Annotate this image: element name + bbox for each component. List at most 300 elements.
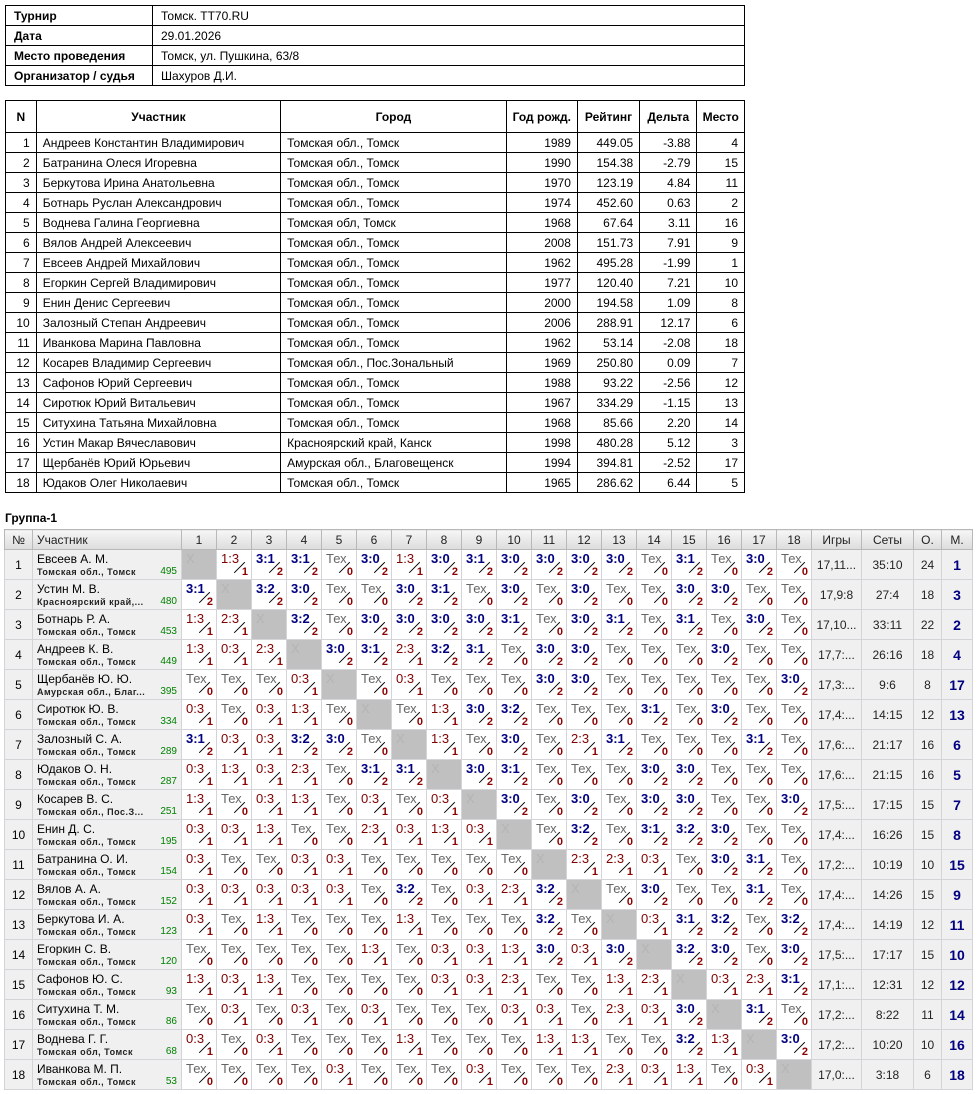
match-cell[interactable]: Тех 0: [637, 670, 672, 699]
match-cell[interactable]: 3:0 2: [357, 550, 392, 579]
match-cell[interactable]: 1:3 1: [287, 700, 322, 729]
match-cell[interactable]: 3:0 2: [462, 700, 497, 729]
match-cell[interactable]: 0:3 1: [392, 670, 427, 699]
match-cell[interactable]: 3:0 2: [742, 550, 777, 579]
match-cell[interactable]: Тех 0: [672, 880, 707, 909]
match-cell[interactable]: 3:2 2: [777, 910, 811, 939]
match-cell[interactable]: 3:1 2: [742, 850, 777, 879]
match-cell[interactable]: 3:0 2: [532, 640, 567, 669]
match-cell[interactable]: Тех 0: [392, 700, 427, 729]
match-cell[interactable]: Тех 0: [217, 1060, 252, 1089]
match-cell[interactable]: 2:3 1: [567, 730, 602, 759]
match-cell[interactable]: 2:3 1: [742, 970, 777, 999]
match-cell[interactable]: Тех 0: [532, 970, 567, 999]
match-cell[interactable]: Тех 0: [742, 760, 777, 789]
match-cell[interactable]: 0:3 1: [322, 1060, 357, 1089]
match-cell[interactable]: Тех 0: [182, 1000, 217, 1029]
match-cell[interactable]: 0:3 1: [637, 1060, 672, 1089]
match-cell[interactable]: 3:0 2: [357, 610, 392, 639]
match-cell[interactable]: 0:3 1: [182, 910, 217, 939]
match-cell[interactable]: Тех 0: [357, 970, 392, 999]
match-cell[interactable]: 3:0 2: [567, 640, 602, 669]
match-cell[interactable]: 2:3 1: [392, 640, 427, 669]
match-cell[interactable]: Тех 0: [567, 1000, 602, 1029]
match-cell[interactable]: Тех 0: [602, 790, 637, 819]
match-cell[interactable]: Тех 0: [602, 820, 637, 849]
match-cell[interactable]: 3:0 2: [707, 940, 742, 969]
match-cell[interactable]: 2:3 1: [637, 970, 672, 999]
match-cell[interactable]: 3:1 2: [602, 730, 637, 759]
column-header[interactable]: Город: [281, 101, 507, 133]
match-cell[interactable]: 3:1 2: [427, 580, 462, 609]
match-cell[interactable]: 3:0 2: [462, 760, 497, 789]
match-cell[interactable]: Тех 0: [357, 1030, 392, 1059]
match-cell[interactable]: 3:0 2: [392, 610, 427, 639]
player-cell[interactable]: [33, 850, 182, 880]
match-cell[interactable]: Тех 0: [252, 1060, 287, 1089]
match-cell[interactable]: Тех 0: [217, 790, 252, 819]
match-cell[interactable]: 1:3 1: [602, 970, 637, 999]
match-cell[interactable]: Тех 0: [182, 670, 217, 699]
match-cell[interactable]: Тех 0: [742, 940, 777, 969]
player-cell[interactable]: [33, 640, 182, 670]
match-cell[interactable]: 3:0 2: [742, 610, 777, 639]
match-cell[interactable]: Тех 0: [532, 730, 567, 759]
player-cell[interactable]: [33, 910, 182, 940]
player-cell[interactable]: [33, 1030, 182, 1060]
match-cell[interactable]: Тех 0: [357, 670, 392, 699]
match-cell[interactable]: 0:3 1: [287, 670, 322, 699]
match-cell[interactable]: 0:3 1: [427, 790, 462, 819]
match-cell[interactable]: Тех 0: [217, 670, 252, 699]
match-cell[interactable]: 3:1 2: [672, 910, 707, 939]
match-cell[interactable]: Тех 0: [707, 1060, 742, 1089]
match-cell[interactable]: 0:3 1: [287, 850, 322, 879]
match-cell[interactable]: 3:1 2: [497, 610, 532, 639]
col-opponent[interactable]: 12: [567, 530, 602, 550]
match-cell[interactable]: Тех 0: [742, 700, 777, 729]
match-cell[interactable]: 3:0 2: [567, 670, 602, 699]
col-place[interactable]: М.: [942, 530, 973, 550]
player-cell[interactable]: [33, 580, 182, 610]
col-sets[interactable]: Сеты: [862, 530, 914, 550]
player-cell[interactable]: [33, 610, 182, 640]
match-cell[interactable]: Тех 0: [532, 610, 567, 639]
match-cell[interactable]: 3:0 2: [322, 640, 357, 669]
column-header[interactable]: Участник: [36, 101, 280, 133]
match-cell[interactable]: Тех 0: [287, 940, 322, 969]
player-cell[interactable]: [33, 880, 182, 910]
match-cell[interactable]: Тех 0: [532, 820, 567, 849]
match-cell[interactable]: Тех 0: [567, 970, 602, 999]
match-cell[interactable]: Тех 0: [777, 580, 811, 609]
col-num[interactable]: №: [5, 530, 33, 550]
match-cell[interactable]: Тех 0: [777, 550, 811, 579]
player-cell[interactable]: [33, 1060, 182, 1090]
match-cell[interactable]: 0:3 1: [532, 1000, 567, 1029]
match-cell[interactable]: 3:0 2: [427, 610, 462, 639]
match-cell[interactable]: Тех 0: [322, 760, 357, 789]
player-cell[interactable]: [33, 670, 182, 700]
match-cell[interactable]: Тех 0: [532, 700, 567, 729]
match-cell[interactable]: 2:3 1: [602, 1000, 637, 1029]
match-cell[interactable]: 3:0 2: [462, 610, 497, 639]
match-cell[interactable]: Тех 0: [462, 1000, 497, 1029]
match-cell[interactable]: Тех 0: [217, 850, 252, 879]
match-cell[interactable]: Тех 0: [742, 910, 777, 939]
match-cell[interactable]: Тех 0: [637, 550, 672, 579]
match-cell[interactable]: Тех 0: [427, 1030, 462, 1059]
match-cell[interactable]: Тех 0: [637, 730, 672, 759]
match-cell[interactable]: Тех 0: [357, 880, 392, 909]
col-opponent[interactable]: 9: [462, 530, 497, 550]
match-cell[interactable]: Тех 0: [357, 1060, 392, 1089]
match-cell[interactable]: Тех 0: [252, 850, 287, 879]
match-cell[interactable]: Тех 0: [427, 880, 462, 909]
match-cell[interactable]: Тех 0: [707, 880, 742, 909]
match-cell[interactable]: Тех 0: [777, 760, 811, 789]
player-cell[interactable]: [33, 820, 182, 850]
match-cell[interactable]: 0:3 1: [252, 730, 287, 759]
match-cell[interactable]: Тех 0: [497, 850, 532, 879]
match-cell[interactable]: Тех 0: [497, 1060, 532, 1089]
player-cell[interactable]: [33, 790, 182, 820]
match-cell[interactable]: 3:1 2: [462, 550, 497, 579]
match-cell[interactable]: 1:3 1: [182, 970, 217, 999]
match-cell[interactable]: Тех 0: [742, 670, 777, 699]
match-cell[interactable]: Тех 0: [497, 640, 532, 669]
match-cell[interactable]: 3:0 2: [777, 790, 811, 819]
match-cell[interactable]: 3:0 2: [602, 550, 637, 579]
col-points[interactable]: О.: [914, 530, 942, 550]
col-opponent[interactable]: 4: [287, 530, 322, 550]
match-cell[interactable]: Тех 0: [462, 580, 497, 609]
player-cell[interactable]: [33, 970, 182, 1000]
match-cell[interactable]: 0:3 1: [742, 1060, 777, 1089]
match-cell[interactable]: 3:0 2: [707, 640, 742, 669]
match-cell[interactable]: Тех 0: [322, 940, 357, 969]
match-cell[interactable]: Тех 0: [217, 700, 252, 729]
match-cell[interactable]: 3:2 2: [427, 640, 462, 669]
match-cell[interactable]: Тех 0: [707, 550, 742, 579]
match-cell[interactable]: 0:3 1: [357, 1000, 392, 1029]
match-cell[interactable]: 0:3 1: [427, 940, 462, 969]
match-cell[interactable]: Тех 0: [532, 580, 567, 609]
match-cell[interactable]: 1:3 1: [252, 970, 287, 999]
match-cell[interactable]: 1:3 1: [182, 790, 217, 819]
match-cell[interactable]: 3:0 2: [707, 580, 742, 609]
match-cell[interactable]: Тех 0: [392, 1060, 427, 1089]
col-opponent[interactable]: 8: [427, 530, 462, 550]
match-cell[interactable]: Тех 0: [427, 910, 462, 939]
match-cell[interactable]: 0:3 1: [217, 640, 252, 669]
match-cell[interactable]: 3:0 2: [707, 850, 742, 879]
match-cell[interactable]: 3:1 2: [357, 760, 392, 789]
player-cell[interactable]: [33, 760, 182, 790]
match-cell[interactable]: Тех 0: [672, 670, 707, 699]
match-cell[interactable]: 2:3 1: [567, 850, 602, 879]
col-opponent[interactable]: 6: [357, 530, 392, 550]
match-cell[interactable]: Тех 0: [462, 730, 497, 759]
column-header[interactable]: Дельта: [640, 101, 697, 133]
match-cell[interactable]: 3:0 2: [532, 670, 567, 699]
match-cell[interactable]: 3:0 2: [287, 580, 322, 609]
match-cell[interactable]: 3:0 2: [532, 940, 567, 969]
match-cell[interactable]: 0:3 1: [182, 820, 217, 849]
match-cell[interactable]: 3:2 2: [252, 580, 287, 609]
match-cell[interactable]: 0:3 1: [252, 700, 287, 729]
match-cell[interactable]: Тех 0: [357, 580, 392, 609]
match-cell[interactable]: 3:1 2: [602, 610, 637, 639]
match-cell[interactable]: 1:3 1: [427, 730, 462, 759]
col-opponent[interactable]: 1: [182, 530, 217, 550]
match-cell[interactable]: Тех 0: [217, 940, 252, 969]
match-cell[interactable]: Тех 0: [777, 610, 811, 639]
match-cell[interactable]: 3:0 2: [777, 670, 811, 699]
match-cell[interactable]: Тех 0: [777, 700, 811, 729]
match-cell[interactable]: 3:2 2: [707, 910, 742, 939]
col-opponent[interactable]: 17: [742, 530, 777, 550]
match-cell[interactable]: Тех 0: [707, 670, 742, 699]
match-cell[interactable]: 0:3 1: [252, 790, 287, 819]
match-cell[interactable]: Тех 0: [602, 580, 637, 609]
match-cell[interactable]: 3:0 2: [392, 580, 427, 609]
match-cell[interactable]: 0:3 1: [637, 1000, 672, 1029]
match-cell[interactable]: Тех 0: [462, 670, 497, 699]
match-cell[interactable]: 1:3 1: [672, 1060, 707, 1089]
match-cell[interactable]: 0:3 1: [462, 970, 497, 999]
match-cell[interactable]: Тех 0: [322, 970, 357, 999]
match-cell[interactable]: 3:0 2: [497, 730, 532, 759]
match-cell[interactable]: Тех 0: [637, 640, 672, 669]
match-cell[interactable]: 0:3 1: [462, 820, 497, 849]
player-cell[interactable]: [33, 550, 182, 580]
match-cell[interactable]: 2:3 1: [602, 1060, 637, 1089]
match-cell[interactable]: Тех 0: [567, 910, 602, 939]
column-header[interactable]: Год рожд.: [506, 101, 577, 133]
match-cell[interactable]: 3:2 2: [392, 880, 427, 909]
match-cell[interactable]: Тех 0: [637, 610, 672, 639]
match-cell[interactable]: 0:3 1: [567, 940, 602, 969]
match-cell[interactable]: 1:3 1: [252, 910, 287, 939]
match-cell[interactable]: 1:3 1: [497, 940, 532, 969]
match-cell[interactable]: Тех 0: [287, 820, 322, 849]
match-cell[interactable]: 3:0 2: [602, 940, 637, 969]
match-cell[interactable]: 3:1 2: [182, 580, 217, 609]
col-opponent[interactable]: 10: [497, 530, 532, 550]
match-cell[interactable]: 3:1 2: [252, 550, 287, 579]
match-cell[interactable]: 3:0 2: [637, 790, 672, 819]
match-cell[interactable]: Тех 0: [497, 670, 532, 699]
match-cell[interactable]: Тех 0: [392, 790, 427, 819]
match-cell[interactable]: Тех 0: [532, 1060, 567, 1089]
match-cell[interactable]: Тех 0: [742, 820, 777, 849]
match-cell[interactable]: 1:3 1: [217, 760, 252, 789]
match-cell[interactable]: 0:3 1: [252, 1030, 287, 1059]
match-cell[interactable]: Тех 0: [462, 910, 497, 939]
match-cell[interactable]: 3:1 2: [637, 700, 672, 729]
match-cell[interactable]: 0:3 1: [462, 940, 497, 969]
match-cell[interactable]: 0:3 1: [462, 1060, 497, 1089]
match-cell[interactable]: Тех 0: [287, 970, 322, 999]
match-cell[interactable]: 0:3 1: [287, 1000, 322, 1029]
col-opponent[interactable]: 7: [392, 530, 427, 550]
match-cell[interactable]: 3:1 2: [672, 610, 707, 639]
match-cell[interactable]: Тех 0: [672, 730, 707, 759]
match-cell[interactable]: 3:2 2: [532, 880, 567, 909]
col-opponent[interactable]: 16: [707, 530, 742, 550]
player-cell[interactable]: [33, 940, 182, 970]
match-cell[interactable]: 1:3 1: [287, 790, 322, 819]
match-cell[interactable]: 0:3 1: [637, 910, 672, 939]
match-cell[interactable]: 3:0 2: [322, 730, 357, 759]
match-cell[interactable]: Тех 0: [777, 730, 811, 759]
match-cell[interactable]: 3:0 2: [672, 580, 707, 609]
match-cell[interactable]: Тех 0: [742, 790, 777, 819]
match-cell[interactable]: 3:1 2: [742, 1000, 777, 1029]
match-cell[interactable]: 3:0 2: [777, 1030, 811, 1059]
match-cell[interactable]: 0:3 1: [217, 880, 252, 909]
match-cell[interactable]: Тех 0: [217, 910, 252, 939]
match-cell[interactable]: Тех 0: [532, 790, 567, 819]
match-cell[interactable]: 3:1 2: [182, 730, 217, 759]
match-cell[interactable]: Тех 0: [777, 850, 811, 879]
match-cell[interactable]: Тех 0: [777, 880, 811, 909]
match-cell[interactable]: Тех 0: [182, 940, 217, 969]
match-cell[interactable]: Тех 0: [392, 940, 427, 969]
col-opponent[interactable]: 18: [777, 530, 812, 550]
match-cell[interactable]: Тех 0: [707, 760, 742, 789]
match-cell[interactable]: 0:3 1: [287, 880, 322, 909]
match-cell[interactable]: Тех 0: [602, 880, 637, 909]
match-cell[interactable]: 3:1 2: [672, 550, 707, 579]
column-header[interactable]: Рейтинг: [577, 101, 639, 133]
match-cell[interactable]: 3:1 2: [287, 550, 322, 579]
match-cell[interactable]: Тех 0: [322, 820, 357, 849]
match-cell[interactable]: Тех 0: [252, 1000, 287, 1029]
match-cell[interactable]: Тех 0: [602, 670, 637, 699]
match-cell[interactable]: Тех 0: [287, 910, 322, 939]
match-cell[interactable]: 3:0 2: [567, 610, 602, 639]
match-cell[interactable]: 0:3 1: [357, 790, 392, 819]
match-cell[interactable]: 0:3 1: [637, 850, 672, 879]
match-cell[interactable]: Тех 0: [497, 910, 532, 939]
col-opponent[interactable]: 15: [672, 530, 707, 550]
match-cell[interactable]: 3:2 2: [287, 610, 322, 639]
match-cell[interactable]: Тех 0: [777, 640, 811, 669]
match-cell[interactable]: Тех 0: [742, 640, 777, 669]
match-cell[interactable]: Тех 0: [322, 1000, 357, 1029]
match-cell[interactable]: Тех 0: [602, 700, 637, 729]
match-cell[interactable]: 0:3 1: [182, 700, 217, 729]
match-cell[interactable]: 2:3 1: [287, 760, 322, 789]
match-cell[interactable]: 3:1 2: [497, 760, 532, 789]
col-opponent[interactable]: 13: [602, 530, 637, 550]
match-cell[interactable]: 0:3 1: [462, 880, 497, 909]
match-cell[interactable]: Тех 0: [357, 910, 392, 939]
match-cell[interactable]: 1:3 1: [427, 820, 462, 849]
match-cell[interactable]: 0:3 1: [217, 730, 252, 759]
match-cell[interactable]: 1:3 1: [182, 610, 217, 639]
col-opponent[interactable]: 2: [217, 530, 252, 550]
match-cell[interactable]: 0:3 1: [322, 850, 357, 879]
match-cell[interactable]: 1:3 1: [392, 1030, 427, 1059]
match-cell[interactable]: 0:3 1: [182, 760, 217, 789]
match-cell[interactable]: Тех 0: [602, 640, 637, 669]
match-cell[interactable]: 3:1 2: [777, 970, 811, 999]
match-cell[interactable]: Тех 0: [777, 820, 811, 849]
match-cell[interactable]: Тех 0: [672, 700, 707, 729]
match-cell[interactable]: 0:3 1: [182, 850, 217, 879]
match-cell[interactable]: Тех 0: [462, 1030, 497, 1059]
match-cell[interactable]: Тех 0: [357, 730, 392, 759]
match-cell[interactable]: Тех 0: [322, 700, 357, 729]
match-cell[interactable]: 2:3 1: [357, 820, 392, 849]
match-cell[interactable]: Тех 0: [427, 670, 462, 699]
match-cell[interactable]: 0:3 1: [217, 820, 252, 849]
match-cell[interactable]: Тех 0: [427, 1000, 462, 1029]
match-cell[interactable]: 0:3 1: [217, 1000, 252, 1029]
col-opponent[interactable]: 11: [532, 530, 567, 550]
match-cell[interactable]: 3:0 2: [497, 550, 532, 579]
match-cell[interactable]: 3:1 2: [392, 760, 427, 789]
match-cell[interactable]: Тех 0: [672, 850, 707, 879]
col-games[interactable]: Игры: [812, 530, 862, 550]
match-cell[interactable]: Тех 0: [707, 790, 742, 819]
match-cell[interactable]: 3:2 2: [672, 940, 707, 969]
match-cell[interactable]: 3:0 2: [707, 820, 742, 849]
match-cell[interactable]: Тех 0: [182, 1060, 217, 1089]
match-cell[interactable]: 3:1 2: [462, 640, 497, 669]
match-cell[interactable]: Тех 0: [567, 1060, 602, 1089]
match-cell[interactable]: Тех 0: [252, 940, 287, 969]
match-cell[interactable]: 0:3 1: [252, 880, 287, 909]
match-cell[interactable]: 3:0 2: [672, 1000, 707, 1029]
match-cell[interactable]: Тех 0: [567, 700, 602, 729]
match-cell[interactable]: 2:3 1: [497, 970, 532, 999]
match-cell[interactable]: 0:3 1: [252, 760, 287, 789]
match-cell[interactable]: 3:2 2: [672, 820, 707, 849]
col-opponent[interactable]: 14: [637, 530, 672, 550]
match-cell[interactable]: Тех 0: [322, 1030, 357, 1059]
column-header[interactable]: N: [6, 101, 37, 133]
match-cell[interactable]: Тех 0: [532, 760, 567, 789]
match-cell[interactable]: Тех 0: [707, 610, 742, 639]
match-cell[interactable]: 3:1 2: [357, 640, 392, 669]
match-cell[interactable]: Тех 0: [322, 550, 357, 579]
match-cell[interactable]: 3:2 2: [672, 1030, 707, 1059]
column-header[interactable]: Место: [697, 101, 745, 133]
match-cell[interactable]: 3:2 2: [287, 730, 322, 759]
match-cell[interactable]: 1:3 1: [707, 1030, 742, 1059]
match-cell[interactable]: 0:3 1: [392, 820, 427, 849]
match-cell[interactable]: 3:2 2: [497, 700, 532, 729]
match-cell[interactable]: 1:3 1: [532, 1030, 567, 1059]
match-cell[interactable]: Тех 0: [672, 640, 707, 669]
match-cell[interactable]: Тех 0: [392, 850, 427, 879]
match-cell[interactable]: 1:3 1: [392, 550, 427, 579]
match-cell[interactable]: Тех 0: [252, 670, 287, 699]
match-cell[interactable]: Тех 0: [322, 910, 357, 939]
match-cell[interactable]: Тех 0: [497, 1030, 532, 1059]
match-cell[interactable]: Тех 0: [602, 760, 637, 789]
match-cell[interactable]: Тех 0: [602, 1030, 637, 1059]
col-opponent[interactable]: 5: [322, 530, 357, 550]
match-cell[interactable]: 3:2 2: [567, 820, 602, 849]
match-cell[interactable]: 1:3 1: [182, 640, 217, 669]
match-cell[interactable]: 2:3 1: [602, 850, 637, 879]
match-cell[interactable]: 3:0 2: [707, 700, 742, 729]
